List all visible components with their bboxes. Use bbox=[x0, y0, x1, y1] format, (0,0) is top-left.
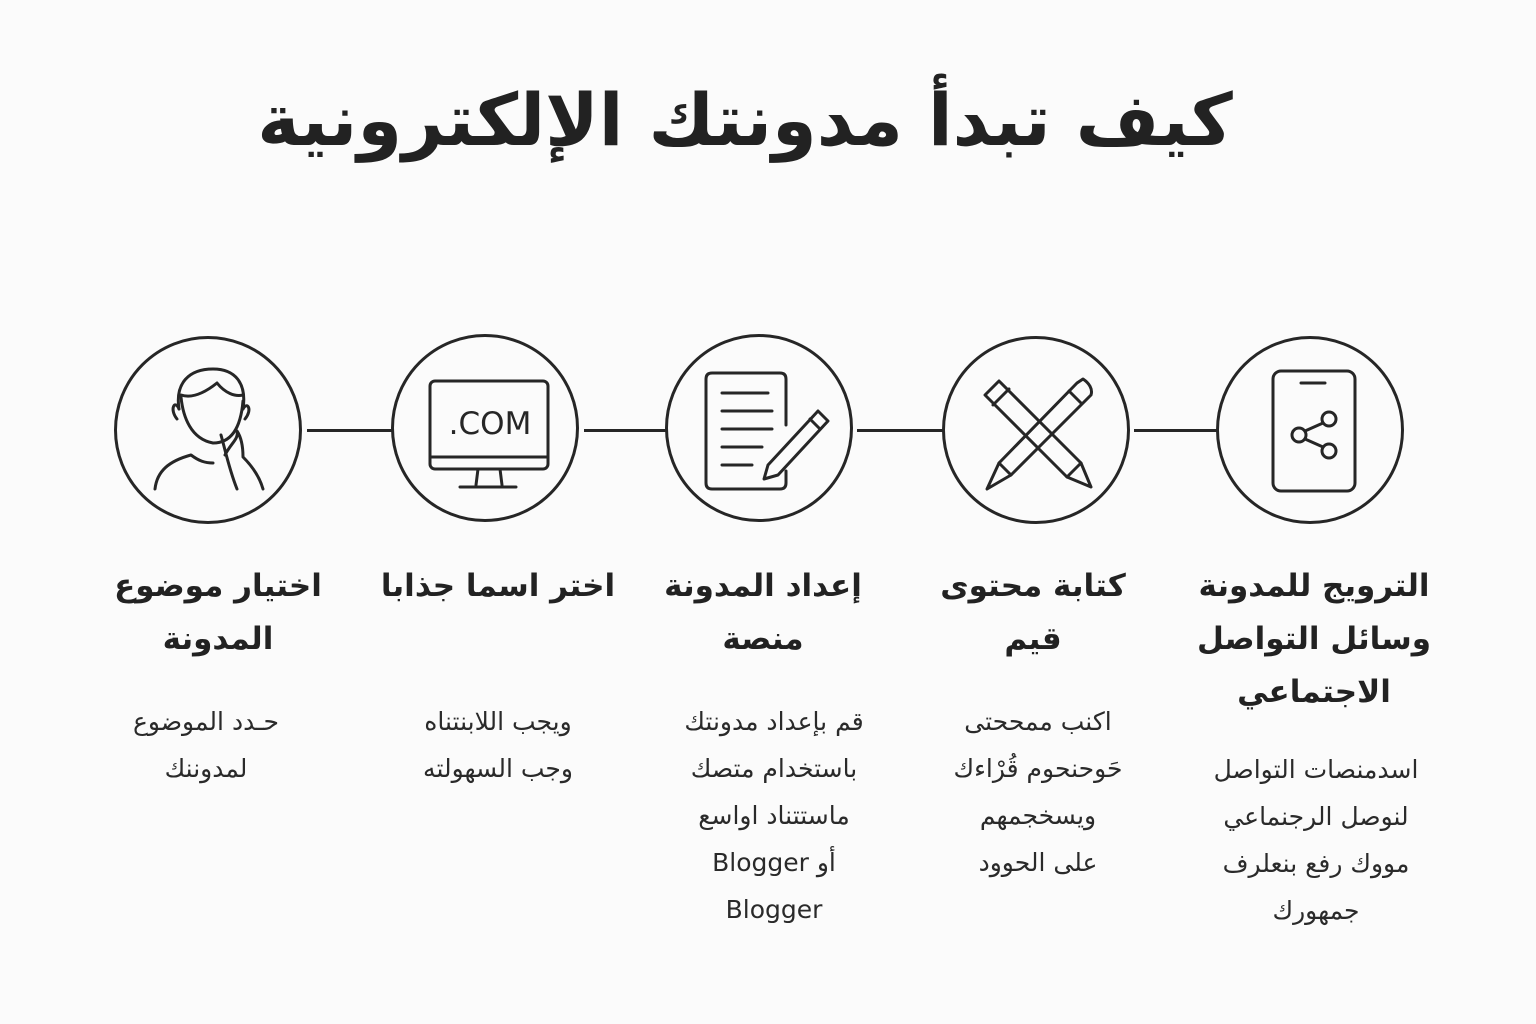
document-pen-icon bbox=[668, 337, 850, 519]
step-3-title bbox=[643, 560, 883, 666]
title-line: المدونة bbox=[162, 621, 274, 657]
step-3-circle bbox=[665, 334, 853, 522]
step-4-description bbox=[918, 698, 1158, 886]
description-line: أو Blogger bbox=[712, 848, 836, 877]
title-line: إعداد المدونة bbox=[664, 568, 862, 604]
step-5-circle bbox=[1216, 336, 1404, 524]
title-line: كتابة محتوى bbox=[940, 568, 1126, 604]
description-line: باستخدام متصك bbox=[690, 754, 858, 783]
computer-domain-icon bbox=[394, 337, 576, 519]
step-5-title bbox=[1194, 560, 1434, 719]
description-line: اسدمنصات التواصل bbox=[1213, 755, 1419, 784]
title-line: منصة bbox=[722, 621, 804, 657]
step-4-title bbox=[913, 560, 1153, 666]
step-1-circle bbox=[114, 336, 302, 524]
step-3-description bbox=[654, 698, 894, 933]
description-line: وجب السهولته bbox=[423, 754, 573, 783]
step-1-description bbox=[86, 698, 326, 792]
title-line: اختيار موضوع bbox=[114, 568, 322, 604]
page-title: كيف تبدأ مدونتك الإلكترونية bbox=[257, 78, 1233, 162]
step-5-description bbox=[1196, 746, 1436, 934]
pencil-pen-crossed-icon bbox=[945, 339, 1127, 521]
step-2-title bbox=[378, 560, 618, 613]
description-line: ماستتناد اواسع bbox=[698, 801, 850, 830]
description-line: على الحوود bbox=[978, 848, 1098, 877]
description-line: حـدد الموضوع bbox=[133, 707, 279, 736]
title-line: الاجتماعي bbox=[1237, 674, 1391, 710]
person-thinking-icon bbox=[117, 339, 299, 521]
connector-line bbox=[307, 429, 394, 432]
title-line: قيم bbox=[1004, 621, 1062, 657]
title-line: وسائل التواصل bbox=[1196, 621, 1432, 657]
title-line: اختر اسما جذابا bbox=[380, 568, 616, 604]
description-line: حَوحنحوم قُرْاءك bbox=[953, 754, 1123, 783]
description-line: ويجب اللابنتناه bbox=[424, 707, 572, 736]
step-2-description bbox=[378, 698, 618, 792]
description-line: Blogger bbox=[725, 895, 823, 924]
phone-share-icon bbox=[1219, 339, 1401, 521]
step-4-circle bbox=[942, 336, 1130, 524]
description-line: قم بإعداد مدونتك bbox=[684, 707, 864, 736]
description-line: جمهورك bbox=[1272, 896, 1360, 925]
description-line: اكنب ممححتى bbox=[964, 707, 1112, 736]
description-line: مووك رفع بنعلرف bbox=[1222, 849, 1410, 878]
domain-label: .COM bbox=[448, 406, 532, 442]
connector-line bbox=[1134, 429, 1218, 432]
description-line: لنوصل الرجنماعي bbox=[1223, 802, 1409, 831]
description-line: ويسخجمهم bbox=[979, 801, 1097, 830]
connector-line bbox=[584, 429, 667, 432]
connector-line bbox=[857, 429, 944, 432]
step-1-title bbox=[98, 560, 338, 666]
description-line: لمدوننك bbox=[164, 754, 248, 783]
title-line: الترويج للمدونة bbox=[1198, 568, 1430, 604]
step-2-circle bbox=[391, 334, 579, 522]
